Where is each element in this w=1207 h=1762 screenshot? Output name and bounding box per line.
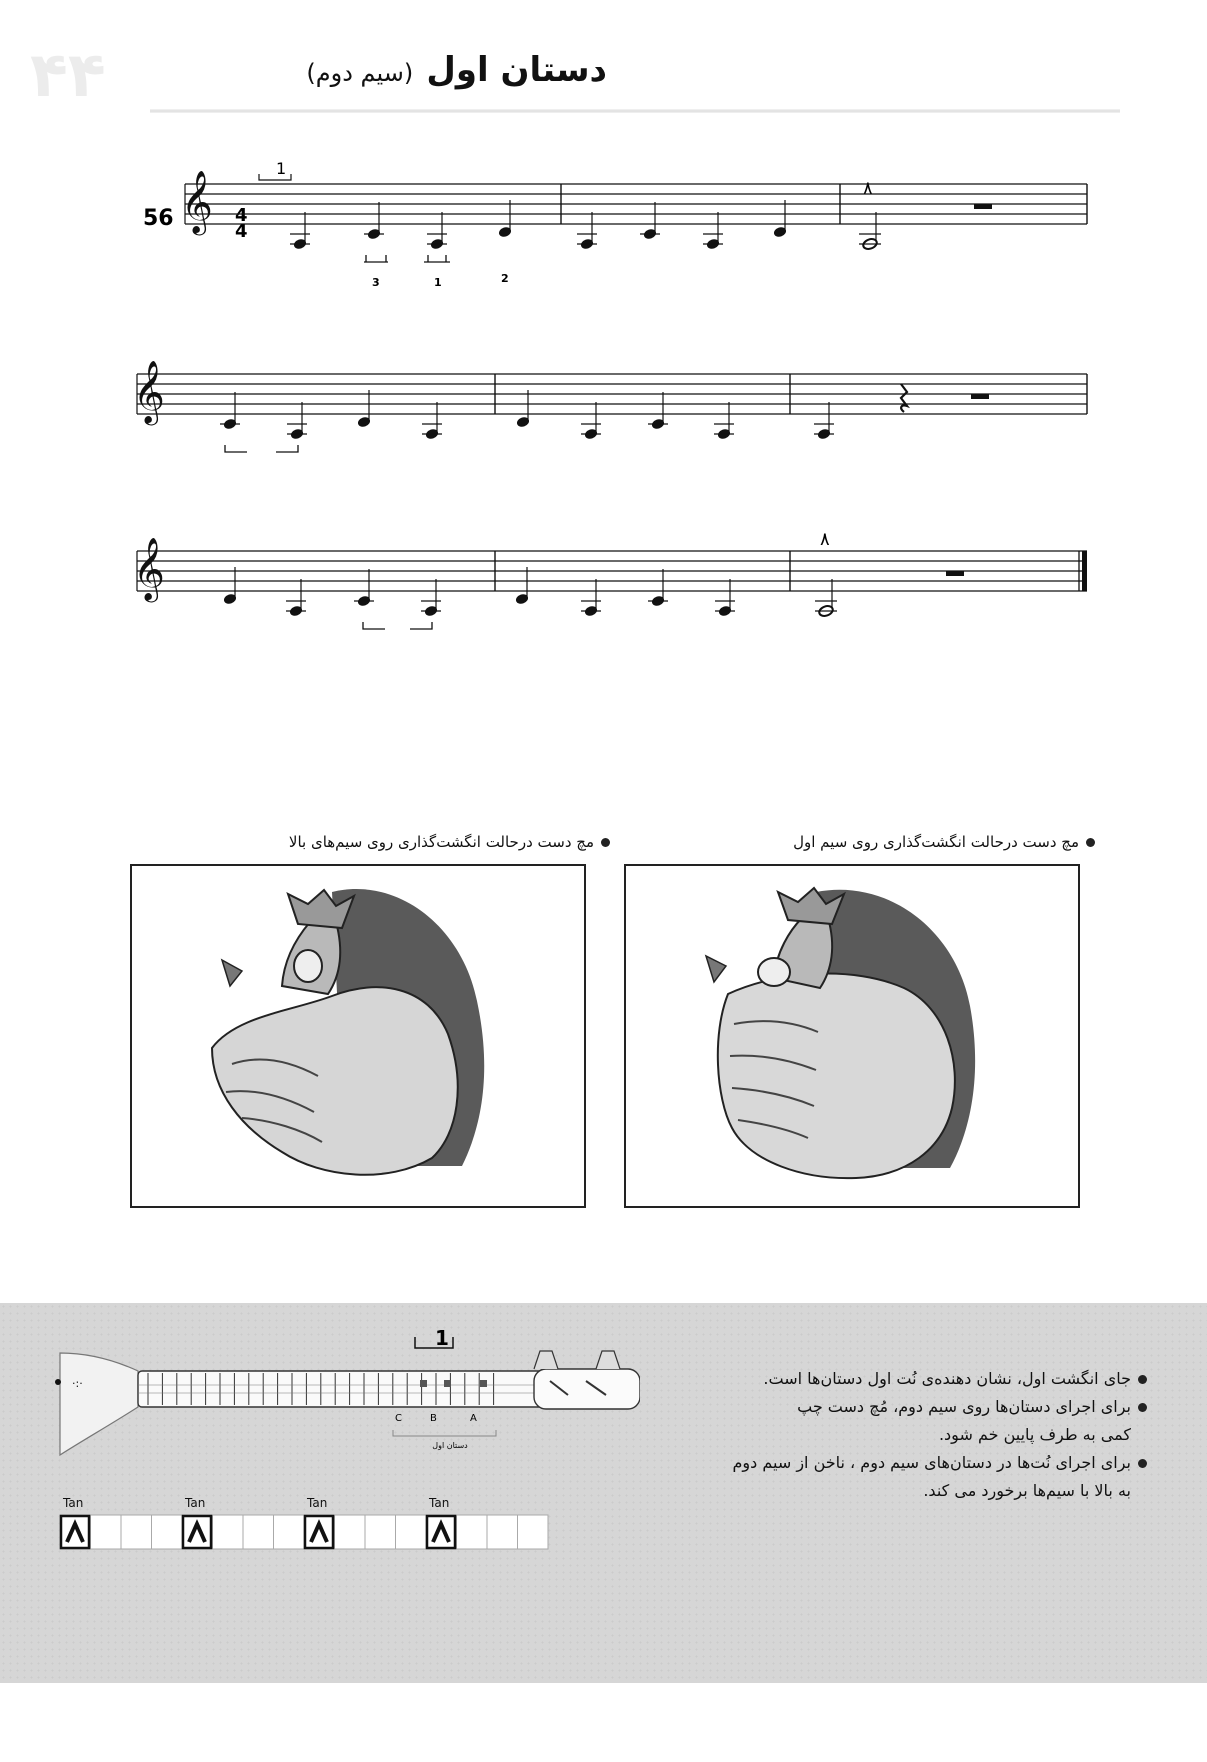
octave-mark: ٨	[820, 529, 830, 550]
rest	[971, 394, 989, 399]
fingering-bracket	[225, 445, 298, 452]
stroke-cell	[396, 1515, 427, 1549]
instructions	[727, 1365, 1147, 1505]
fret-caption: دستان اول	[432, 1441, 468, 1450]
right-hand-photo	[624, 864, 1080, 1208]
stroke-cell	[335, 1515, 366, 1549]
right-photo-caption: مچ دست درحالت انگشت‌گذاری روی سیم اول	[793, 833, 1095, 851]
fingering-bracket	[363, 622, 432, 629]
instruction-item-continued: به بالا با سیم‌ها برخورد می کند.	[923, 1481, 1131, 1500]
exercise-number: 56	[143, 206, 174, 231]
fret-letter: B	[430, 1413, 437, 1424]
fret-letter: A	[470, 1413, 477, 1424]
stroke-cell	[243, 1515, 274, 1549]
stroke-label: Tan	[307, 1496, 328, 1510]
stroke-label: Tan	[63, 1496, 84, 1510]
treble-clef: 𝄞	[181, 170, 213, 233]
instruction-item: برای اجرای دستان‌ها روی سیم دوم، مُچ دست چپ	[727, 1393, 1147, 1420]
instrument-neck	[138, 1371, 550, 1407]
stroke-cell	[518, 1515, 549, 1549]
setar-fretboard-diagram	[40, 1315, 640, 1575]
music-score	[0, 140, 1207, 660]
stroke-cell	[457, 1515, 488, 1549]
time-signature-top: 4	[235, 205, 248, 226]
position-marker: 1	[276, 159, 287, 178]
left-photo-caption: مچ دست درحالت انگشت‌گذاری روی سیم‌های بالا	[289, 833, 610, 851]
hand-illustration-first-string	[626, 866, 1078, 1206]
instruction-item-continued: کمی به طرف پایین خم شود.	[938, 1425, 1131, 1444]
left-hand-photo	[130, 864, 586, 1208]
staff-system-3	[133, 529, 1087, 629]
stroke-cell	[487, 1515, 518, 1549]
stroke-pattern	[60, 1496, 548, 1549]
treble-clef: 𝄞	[133, 537, 165, 600]
stroke-label: Tan	[185, 1496, 206, 1510]
rest	[946, 571, 964, 576]
treble-clef: 𝄞	[133, 360, 165, 423]
final-bar-thick	[1082, 551, 1087, 591]
page-title: دستان اول	[426, 50, 607, 90]
instrument-bowl	[60, 1353, 138, 1455]
stroke-cell	[91, 1515, 122, 1549]
position-bracket	[259, 174, 291, 180]
stroke-label: Tan	[429, 1496, 450, 1510]
instruction-item: جای انگشت اول، نشان دهنده‌ی نُت اول دستان‌ها است.	[727, 1365, 1147, 1392]
fingering-number: 1	[434, 276, 442, 289]
quarter-rest	[901, 384, 907, 412]
fingering-number: 3	[372, 276, 380, 289]
stroke-cell	[365, 1515, 396, 1549]
fingering-number: 2	[501, 272, 509, 285]
page-number: ۴۴	[30, 38, 106, 111]
svg-text:·:·: ·:·	[72, 1377, 83, 1390]
stroke-cell	[213, 1515, 244, 1549]
instruction-item: برای اجرای نُت‌ها در دستان‌های سیم دوم ، ناخن از سیم دوم	[727, 1449, 1147, 1476]
fingering-bracket	[364, 255, 388, 262]
hand-illustration-upper-strings	[132, 866, 584, 1206]
fret-position-number: 1	[435, 1326, 449, 1350]
stroke-cell	[274, 1515, 305, 1549]
header-rule	[150, 109, 1120, 113]
time-signature-bottom: 4	[235, 221, 248, 242]
rest	[974, 204, 992, 209]
tuning-pegs	[534, 1351, 620, 1369]
staff-system-1	[143, 159, 1087, 289]
octave-mark: ٨	[863, 178, 873, 199]
page-subtitle: (سیم دوم)	[306, 59, 414, 87]
stroke-cell	[121, 1515, 152, 1549]
stroke-cell	[152, 1515, 183, 1549]
page-heading	[306, 50, 607, 90]
fret-letter: C	[395, 1413, 402, 1424]
staff-system-2	[133, 360, 1087, 452]
fingering-bracket	[424, 255, 450, 262]
instrument-pegbox	[534, 1369, 640, 1409]
